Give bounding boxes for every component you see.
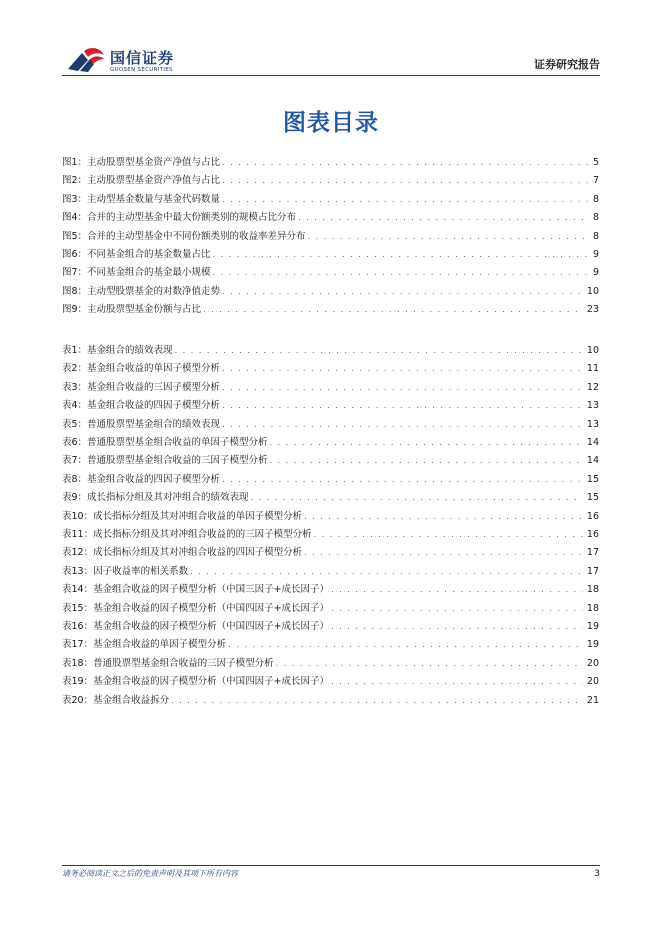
- table-list-item[interactable]: [62, 435, 599, 450]
- entry-title: 基金组合收益的因子模型分析（中国三因子+成长因子）: [93, 584, 330, 596]
- dot-leader: [276, 656, 583, 671]
- entry-page-number: 10: [586, 345, 599, 356]
- disclaimer-note: 请务必阅读正文之后的免责声明及其项下所有内容: [62, 869, 238, 878]
- entry-title: 主动型股票基金的对数净值走势: [87, 285, 221, 297]
- table-list-item[interactable]: [62, 453, 599, 468]
- table-list-item[interactable]: [62, 637, 599, 652]
- dot-leader: [298, 210, 589, 225]
- entry-label: 图7：: [62, 267, 88, 279]
- entry-page-number: 18: [586, 602, 599, 614]
- entry-title: 基金组合收益的四因子模型分析: [87, 473, 221, 485]
- entry-page-number: 21: [586, 694, 599, 706]
- table-list-item[interactable]: [62, 527, 599, 542]
- entry-title: 普通股票型基金组合的绩效表现: [87, 418, 221, 430]
- entry-page-number: 14: [586, 455, 599, 467]
- entry-title: 基金组合收益的三因子模型分析: [87, 381, 221, 393]
- entry-page-number: 5: [592, 157, 599, 168]
- dot-leader: [222, 284, 583, 299]
- entry-label: 图1：: [62, 157, 88, 168]
- entry-title: 主动股票型基金份额与占比: [87, 304, 202, 316]
- entry-label: 表1：: [62, 345, 88, 356]
- dot-leader: [222, 398, 583, 413]
- logo-text-en: GUOSEN SECURITIES: [110, 67, 173, 73]
- entry-label: 图3：: [62, 193, 88, 205]
- entry-title: 主动型基金数量与基金代码数量: [87, 193, 221, 205]
- entry-page-number: 11: [586, 363, 599, 375]
- entry-label: 表8：: [62, 473, 88, 485]
- page-header: [0, 0, 662, 80]
- table-list-item[interactable]: [62, 564, 599, 579]
- page-number: 3: [594, 869, 600, 879]
- entry-label: 表5：: [62, 418, 88, 430]
- table-list-item[interactable]: [62, 509, 599, 524]
- entry-title: 不同基金组合的基金数量占比: [87, 249, 211, 260]
- figure-list-item[interactable]: [62, 210, 599, 225]
- entry-label: 图2：: [62, 175, 88, 187]
- figure-list-item[interactable]: [62, 247, 599, 262]
- entry-page-number: 8: [592, 193, 599, 205]
- figure-list-item[interactable]: [62, 155, 599, 170]
- dot-leader: [222, 155, 589, 170]
- dot-leader: [331, 619, 583, 634]
- guosen-logo-icon: [66, 45, 106, 75]
- entry-page-number: 8: [592, 212, 599, 224]
- figure-list-item[interactable]: [62, 284, 599, 299]
- dot-leader: [331, 582, 583, 597]
- entry-page-number: 14: [586, 437, 599, 448]
- dot-leader: [270, 435, 583, 450]
- figure-list-item[interactable]: [62, 229, 599, 244]
- entry-label: 表10：: [62, 510, 94, 522]
- entry-title: 基金组合收益的因子模型分析（中国四因子+成长因子）: [93, 676, 330, 688]
- header-divider: [62, 75, 600, 76]
- table-list-item[interactable]: [62, 398, 599, 413]
- dot-leader: [213, 265, 589, 280]
- entry-page-number: 16: [586, 529, 599, 540]
- figure-list-item[interactable]: [62, 192, 599, 207]
- table-list-item[interactable]: [62, 582, 599, 597]
- figure-list-item[interactable]: [62, 173, 599, 188]
- entry-title: 普通股票型基金组合收益的三因子模型分析: [87, 455, 268, 467]
- entry-label: 表2：: [62, 363, 88, 375]
- entry-label: 表15：: [62, 602, 94, 614]
- table-list-item[interactable]: [62, 490, 599, 505]
- table-list-item[interactable]: [62, 343, 599, 358]
- report-type-label: 证券研究报告: [534, 58, 600, 71]
- entry-title: 因子收益率的相关系数: [93, 565, 189, 577]
- dot-leader: [203, 302, 583, 317]
- entry-title: 基金组合收益的单因子模型分析: [87, 363, 221, 375]
- entry-page-number: 17: [586, 565, 599, 577]
- table-list-item[interactable]: [62, 361, 599, 376]
- table-list-item[interactable]: [62, 674, 599, 689]
- entry-page-number: 19: [586, 639, 599, 651]
- entry-title: 主动股票型基金资产净值与占比: [87, 175, 221, 187]
- entry-page-number: 19: [586, 621, 599, 632]
- entry-page-number: 18: [586, 584, 599, 596]
- entry-title: 基金组合收益的单因子模型分析: [93, 639, 227, 651]
- dot-leader: [222, 192, 589, 207]
- entry-label: 表17：: [62, 639, 94, 651]
- entry-title: 不同基金组合的基金最小规模: [87, 267, 211, 279]
- entry-title: 基金组合的绩效表现: [87, 345, 173, 356]
- dot-leader: [222, 472, 583, 487]
- entry-label: 表9：: [62, 492, 88, 504]
- entry-title: 普通股票型基金组合收益的三因子模型分析: [93, 657, 274, 669]
- dot-leader: [304, 545, 583, 560]
- entry-label: 表4：: [62, 400, 88, 412]
- entry-page-number: 8: [592, 230, 599, 242]
- entry-label: 表18：: [62, 657, 94, 669]
- entry-page-number: 15: [586, 473, 599, 485]
- entry-page-number: 10: [586, 285, 599, 297]
- entry-page-number: 12: [586, 381, 599, 393]
- entry-label: 图6：: [62, 249, 88, 260]
- entry-label: 表19：: [62, 676, 94, 688]
- entry-title: 基金组合收益的四因子模型分析: [87, 400, 221, 412]
- dot-leader: [175, 343, 583, 358]
- dot-leader: [213, 247, 589, 262]
- entry-label: 图4：: [62, 212, 88, 224]
- dot-leader: [222, 380, 583, 395]
- entry-title: 成长指标分组及其对冲组合收益的单因子模型分析: [93, 510, 303, 522]
- entry-label: 表16：: [62, 621, 94, 632]
- entry-page-number: 17: [586, 547, 599, 559]
- dot-leader: [222, 417, 583, 432]
- table-list-item[interactable]: [62, 417, 599, 432]
- dot-leader: [308, 229, 589, 244]
- table-list-item[interactable]: [62, 472, 599, 487]
- entry-label: 表3：: [62, 381, 88, 393]
- entry-title: 主动股票型基金资产净值与占比: [87, 157, 221, 168]
- entry-title: 合并的主动型基金中最大份额类别的规模占比分布: [87, 212, 297, 224]
- table-list-item[interactable]: [62, 380, 599, 395]
- entry-title: 基金组合收益的因子模型分析（中国四因子+成长因子）: [93, 621, 330, 632]
- entry-page-number: 13: [586, 418, 599, 430]
- dot-leader: [270, 453, 583, 468]
- dot-leader: [331, 674, 583, 689]
- guosen-logo: [66, 45, 186, 77]
- entry-label: 表11：: [62, 529, 94, 540]
- entry-title: 合并的主动型基金中不同份额类别的收益率差异分布: [87, 230, 306, 242]
- logo-text-cn: 国信证券: [110, 49, 175, 67]
- entry-title: 成长指标分组及其对冲组合的绩效表现: [87, 492, 249, 504]
- entry-title: 成长指标分组及其对冲组合收益的四因子模型分析: [93, 547, 303, 559]
- entry-label: 表13：: [62, 565, 94, 577]
- entry-page-number: 9: [592, 249, 599, 260]
- entry-label: 表20：: [62, 694, 94, 706]
- footer-divider: [62, 865, 600, 866]
- dot-leader: [190, 564, 583, 579]
- entry-label: 表12：: [62, 547, 94, 559]
- entry-page-number: 16: [586, 510, 599, 522]
- dot-leader: [304, 509, 583, 524]
- entry-title: 基金组合收益拆分: [93, 694, 170, 706]
- entry-page-number: 13: [586, 400, 599, 412]
- entry-label: 表14：: [62, 584, 94, 596]
- entry-page-number: 20: [586, 657, 599, 669]
- table-list-item[interactable]: [62, 693, 599, 708]
- table-list-item[interactable]: [62, 656, 599, 671]
- entry-page-number: 20: [586, 676, 599, 688]
- table-list-item[interactable]: [62, 601, 599, 616]
- table-list-item[interactable]: [62, 545, 599, 560]
- figure-list-item[interactable]: [62, 265, 599, 280]
- dot-leader: [222, 361, 583, 376]
- dot-leader: [222, 173, 589, 188]
- entry-title: 普通股票型基金组合收益的单因子模型分析: [87, 437, 268, 448]
- dot-leader: [251, 490, 583, 505]
- dot-leader: [228, 637, 583, 652]
- entry-page-number: 23: [586, 304, 599, 316]
- dot-leader: [171, 693, 583, 708]
- entry-page-number: 7: [592, 175, 599, 187]
- entry-title: 基金组合收益的因子模型分析（中国四因子+成长因子）: [93, 602, 330, 614]
- entry-page-number: 9: [592, 267, 599, 279]
- entry-page-number: 15: [586, 492, 599, 504]
- entry-label: 图9：: [62, 304, 88, 316]
- entry-label: 表7：: [62, 455, 88, 467]
- entry-label: 图8：: [62, 285, 88, 297]
- dot-leader: [314, 527, 583, 542]
- dot-leader: [331, 601, 583, 616]
- page-title: 图表目录: [283, 110, 379, 136]
- figure-list-item[interactable]: [62, 302, 599, 317]
- entry-title: 成长指标分组及其对冲组合收益的的三因子模型分析: [93, 529, 312, 540]
- entry-label: 表6：: [62, 437, 88, 448]
- table-list-item[interactable]: [62, 619, 599, 634]
- entry-label: 图5：: [62, 230, 88, 242]
